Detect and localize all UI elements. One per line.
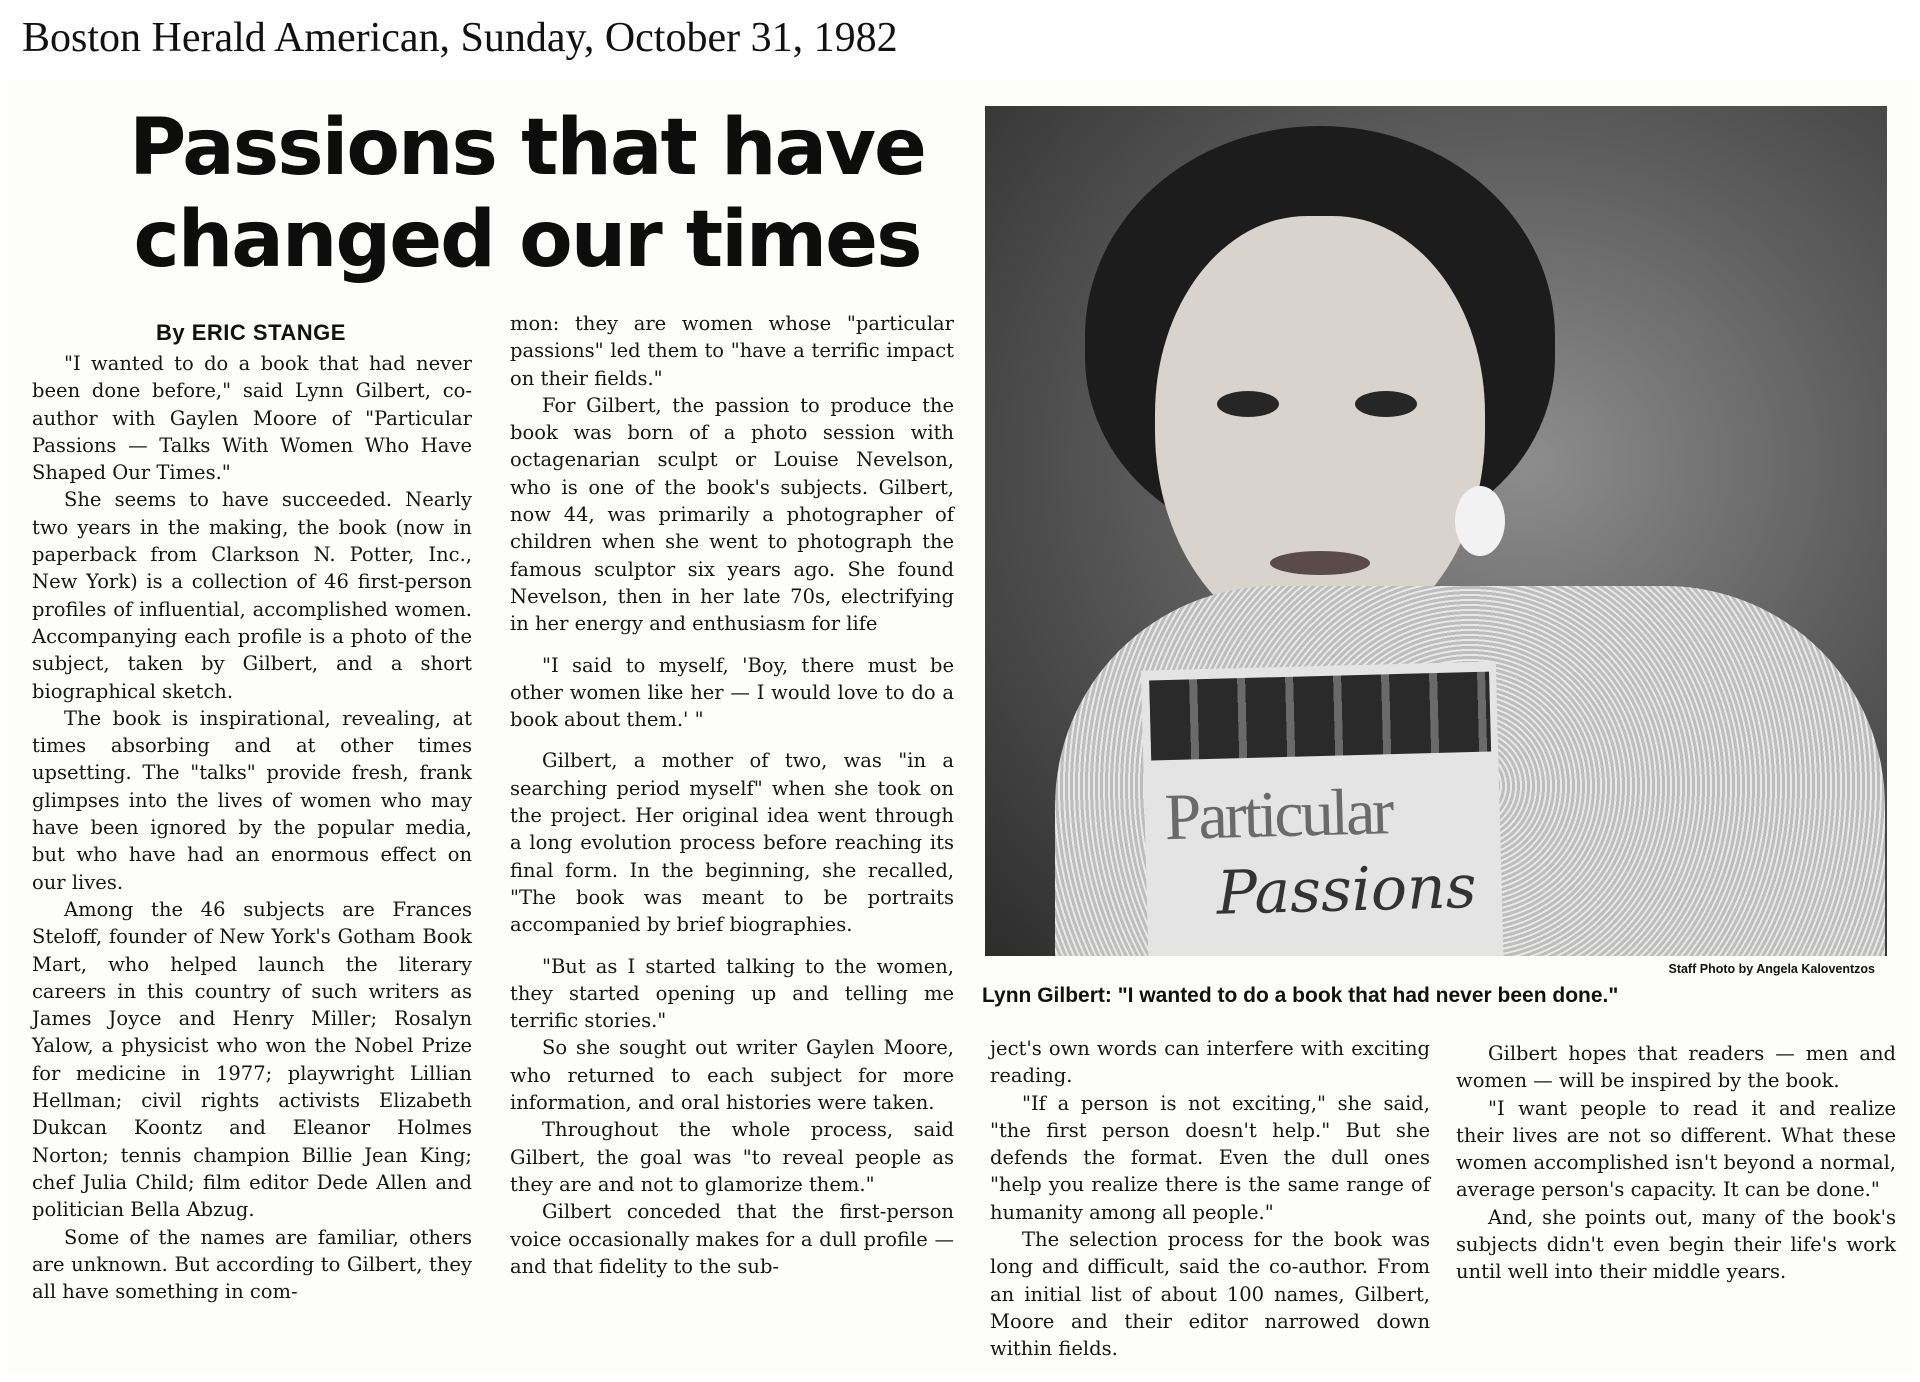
paragraph: Gilbert, a mother of two, was "in a searching period myself" when she took on the project. Her original idea went through a long evolution process before reaching its final form. In the beginning, she recalled, "The book was meant to be portraits accompanied by brief biographies. bbox=[510, 749, 954, 937]
paragraph: She seems to have succeeded. Nearly two years in the making, the book (now in paperback from Clarkson N. Potter, Inc., New York) is a collection of 46 first-person profiles of influential, accomplished women. Accompanying each profile is a photo of the subject, taken by Gilbert, and a short biographical sketch. bbox=[32, 488, 472, 703]
paragraph: Throughout the whole process, said Gilbert, the goal was "to reveal people as they are and not to glamorize them." bbox=[510, 1118, 954, 1196]
photo-earring bbox=[1455, 486, 1505, 556]
photo-caption: Lynn Gilbert: "I wanted to do a book that had never been done." bbox=[982, 984, 1619, 1007]
headline bbox=[92, 102, 962, 286]
paragraph: So she sought out writer Gaylen Moore, who returned to each subject for more information, and oral histories were taken. bbox=[510, 1036, 954, 1115]
photo-eye-right bbox=[1355, 391, 1417, 417]
paragraph: ject's own words can interfere with exciting reading. bbox=[990, 1037, 1430, 1088]
paragraph: "I said to myself, 'Boy, there must be other women like her — I would love to do a book about them.' " bbox=[510, 653, 954, 732]
article-column-4 bbox=[1456, 1040, 1896, 1286]
photo-face bbox=[1155, 216, 1485, 646]
book-title-1: Particular bbox=[1163, 775, 1393, 855]
headline-line-1: Passions that have bbox=[129, 103, 925, 193]
paragraph: The selection process for the book was long and difficult, said the co-author. From an initial list of about 100 names, Gilbert, Moore and their editor narrowed down within fields. bbox=[990, 1228, 1430, 1361]
photo-credit: Staff Photo by Angela Kaloventzos bbox=[1668, 962, 1875, 976]
paragraph: "But as I started talking to the women, they started opening up and telling me terrific stories." bbox=[510, 954, 954, 1033]
book-title-2: Passions bbox=[1215, 852, 1478, 929]
byline: By ERIC STANGE bbox=[156, 320, 346, 345]
article-column-1 bbox=[32, 350, 472, 1305]
photo-mouth bbox=[1270, 551, 1370, 575]
article-column-2 bbox=[510, 310, 954, 1280]
paragraph: Gilbert conceded that the first-person voice occasionally makes for a dull profile — and that fidelity to the sub- bbox=[510, 1200, 954, 1278]
paragraph: "I want people to read it and realize their lives are not so different. What these women accomplished isn't beyond a normal, average person's capacity. It can be done." bbox=[1456, 1096, 1896, 1202]
book-cover bbox=[1141, 661, 1504, 956]
paragraph: The book is inspirational, revealing, at times absorbing and at other times upsetting. The "talks" provide fresh, frank glimpses into the lives of women who may have been ignored by the popular media, but who have had an enormous effect on our lives. bbox=[32, 706, 472, 894]
paragraph: Gilbert hopes that readers — men and women — will be inspired by the book. bbox=[1456, 1042, 1896, 1093]
paragraph: And, she points out, many of the book's subjects didn't even begin their life's work until well into their middle years. bbox=[1456, 1205, 1896, 1284]
paragraph: "If a person is not exciting," she said, "the first person doesn't help." But she defends the format. Even the dull ones "help you realize there is the same range of humanity among all people." bbox=[990, 1091, 1430, 1224]
headline-line-2: changed our times bbox=[133, 195, 921, 285]
paragraph: mon: they are women whose "particular passions" led them to "have a terrific impact on their fields." bbox=[510, 312, 954, 390]
paragraph: For Gilbert, the passion to produce the book was born of a photo session with octagenarian sculpt or Louise Nevelson, who is one of the book's subjects. Gilbert, now 44, was primarily a photographer of children when she went to photograph the famous sculptor six years ago. She found Nevelson, then in her late 70s, electrifying in her energy and enthusiasm for life bbox=[510, 393, 954, 636]
article-column-3 bbox=[990, 1035, 1430, 1363]
paragraph: Among the 46 subjects are Frances Steloff, founder of New York's Gotham Book Mart, who helped launch the literary careers in this country of such writers as James Joyce and Henry Miller; Rosalyn Yalow, a physicist who won the Nobel Prize for medicine in 1977; playwright Lillian Hellman; civil rights activists Elizabeth Dukcan Koontz and Eleanor Holmes Norton; tennis champion Billie Jean King; chef Julia Child; film editor Dede Allen and politician Bella Abzug. bbox=[32, 897, 472, 1222]
portrait-photo bbox=[985, 106, 1887, 956]
book-cover-photo-strip bbox=[1149, 672, 1491, 761]
paragraph: "I wanted to do a book that had never been done before," said Lynn Gilbert, co-author with Gaylen Moore of "Particular Passions — Talks With Women Who Have Shaped Our Times." bbox=[32, 352, 472, 485]
photo-eye-left bbox=[1217, 391, 1279, 417]
paragraph: Some of the names are familiar, others are unknown. But according to Gilbert, they all have something in com- bbox=[32, 1225, 472, 1304]
masthead: Boston Herald American, Sunday, October 31, 1982 bbox=[22, 15, 898, 61]
